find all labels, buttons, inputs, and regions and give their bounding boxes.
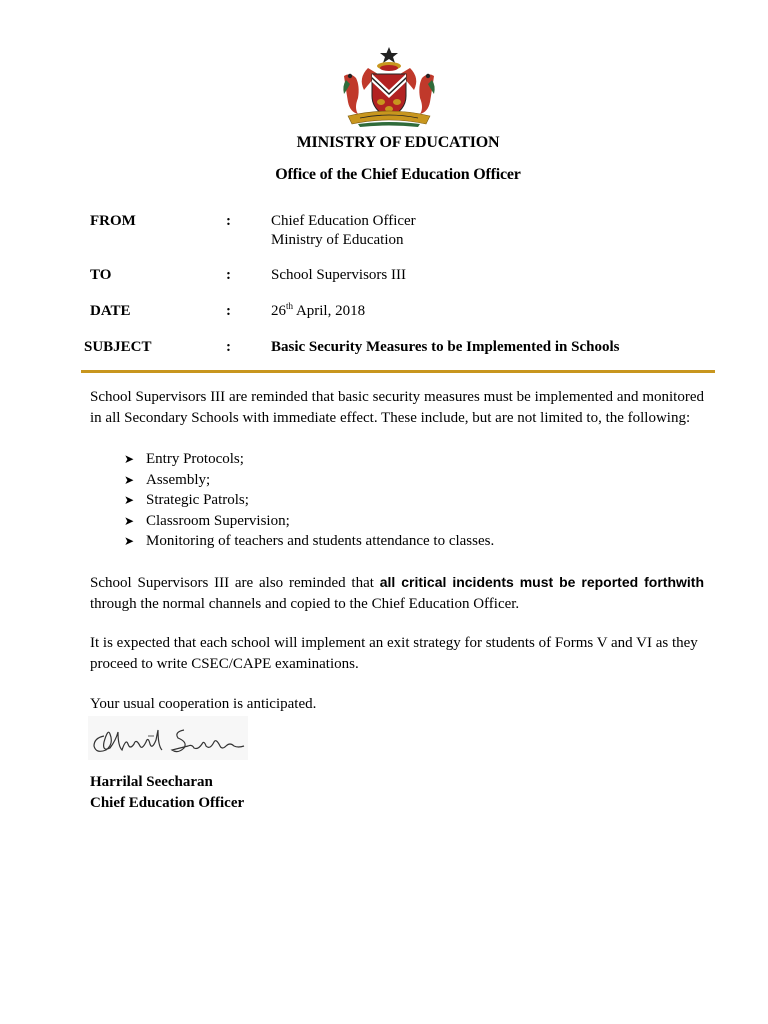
header-divider (81, 370, 715, 373)
incidents-text-bold: all critical incidents must be reported forthwith (379, 574, 704, 590)
subject-value: Basic Security Measures to be Implemented in Schools (271, 339, 620, 355)
signature-image (88, 716, 248, 760)
from-line-2: Ministry of Education (271, 232, 404, 248)
list-item-text: Entry Protocols; (146, 451, 244, 467)
to-value: School Supervisors III (271, 267, 406, 283)
from-colon: : (226, 213, 231, 229)
coat-of-arms-icon (338, 46, 440, 128)
arrow-bullet-icon: ➤ (124, 534, 135, 548)
ministry-heading: MINISTRY OF EDUCATION (296, 134, 500, 151)
list-item (124, 490, 494, 511)
incidents-paragraph (90, 572, 704, 615)
incidents-text-end: through the normal channels and copied to the Chief Education Officer. (90, 596, 520, 612)
list-item (124, 449, 494, 470)
cooperation-paragraph: Your usual cooperation is anticipated. (90, 696, 317, 712)
list-item (124, 511, 494, 532)
signatory-title: Chief Education Officer (90, 795, 245, 811)
date-day: 26 (271, 303, 286, 319)
intro-paragraph: School Supervisors III are reminded that basic security measures must be implemented and monitored in all Secondary Schools with immediate effect. These include, but are not limited to, the following: (90, 389, 704, 426)
list-item (124, 531, 494, 552)
to-label: TO (90, 267, 112, 283)
incidents-text-start: School Supervisors III are also reminded that (90, 575, 380, 591)
date-suffix: th (286, 301, 294, 311)
from-line-1: Chief Education Officer (271, 213, 416, 229)
date-label: DATE (90, 303, 131, 319)
list-item (124, 470, 494, 491)
from-label: FROM (90, 213, 136, 229)
office-heading: Office of the Chief Education Officer (275, 166, 521, 183)
arrow-bullet-icon: ➤ (124, 513, 135, 528)
subject-row (0, 338, 768, 358)
list-item-text: Assembly; (146, 471, 211, 488)
exit-strategy-paragraph: It is expected that each school will implement an exit strategy for students of Forms V and VI as they proceed to write CSEC/CAPE examinations. (90, 635, 698, 672)
to-row (0, 266, 768, 286)
list-item-text: Strategic Patrols; (146, 492, 249, 508)
signatory-name: Harrilal Seecharan (90, 774, 213, 790)
subject-label: SUBJECT (84, 339, 152, 355)
date-rest: April, 2018 (293, 303, 366, 319)
date-colon: : (226, 303, 231, 319)
date-row (0, 302, 768, 322)
subject-colon: : (226, 339, 231, 355)
to-colon: : (226, 267, 231, 283)
list-item-text: Monitoring of teachers and students attendance to classes. (146, 533, 495, 549)
security-measures-list (124, 449, 494, 552)
from-row (0, 212, 768, 252)
arrow-bullet-icon: ➤ (124, 472, 135, 487)
date-value (271, 302, 365, 321)
list-item-text: Classroom Supervision; (146, 512, 290, 529)
arrow-bullet-icon: ➤ (124, 452, 135, 466)
arrow-bullet-icon: ➤ (124, 493, 135, 507)
